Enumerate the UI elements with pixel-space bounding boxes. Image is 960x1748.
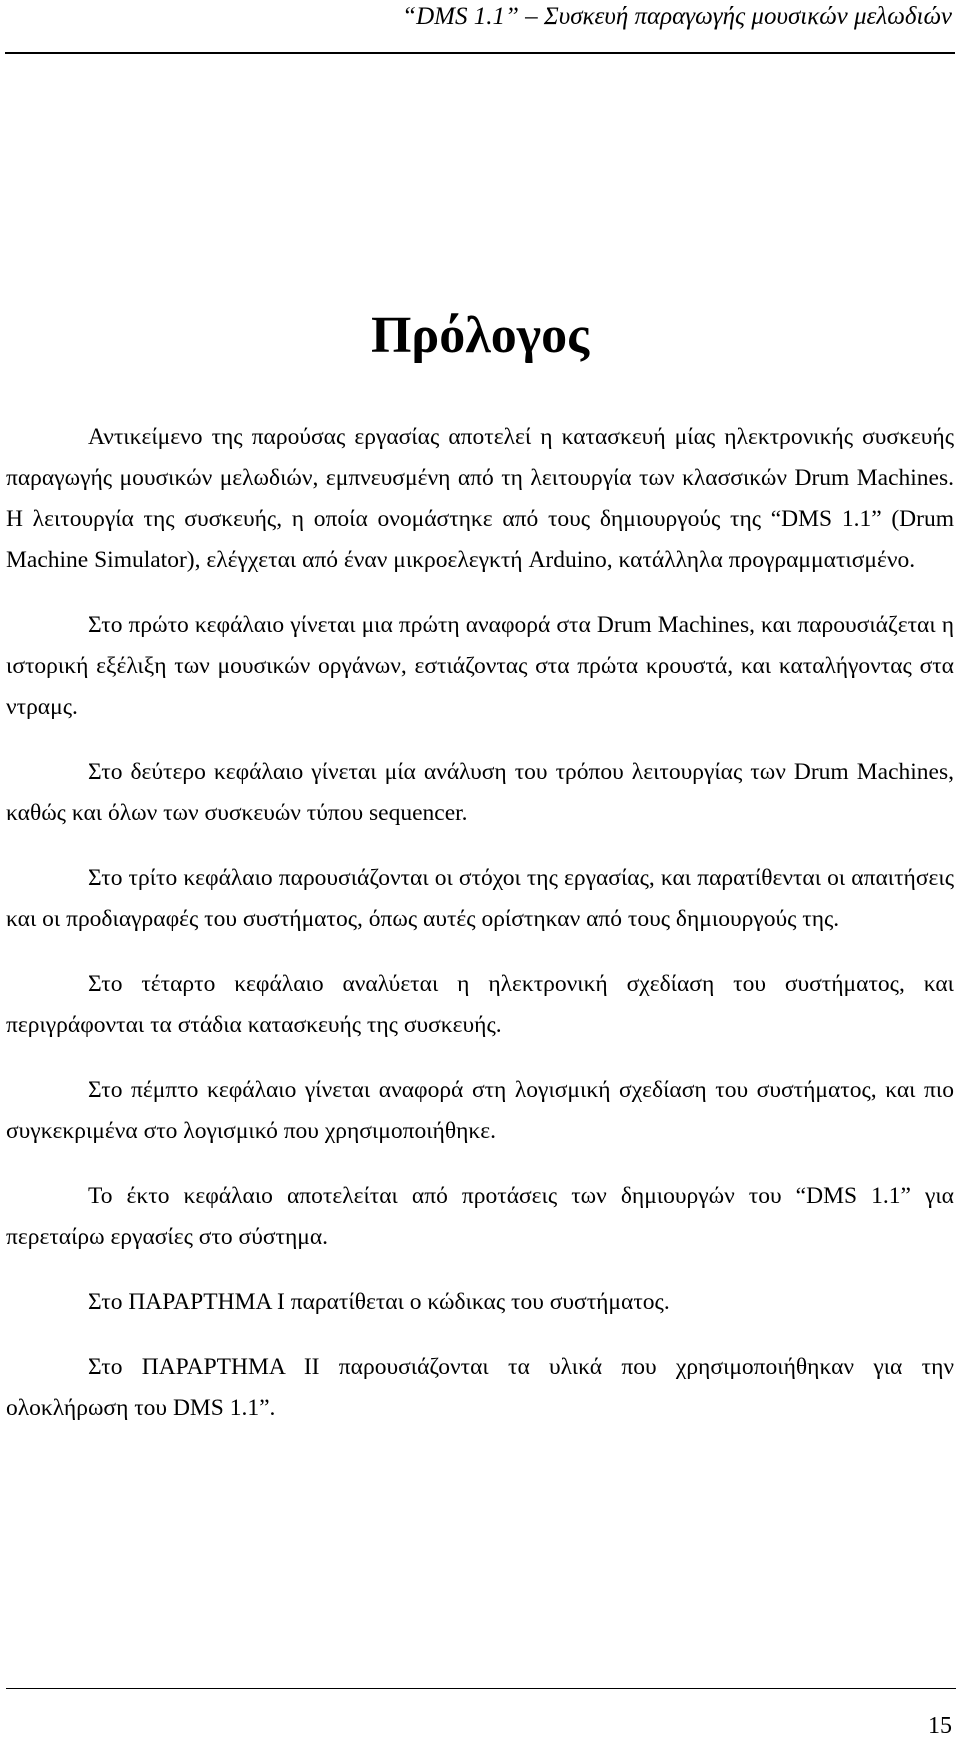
paragraph-appendix-2: Στο ΠΑΡΑΡΤΗΜΑ ΙΙ παρουσιάζονται τα υλικά που χρησιμοποιήθηκαν για την ολοκλήρωση του DMS 1.1”. bbox=[6, 1354, 954, 1421]
paragraph-chapter-3: Στο τρίτο κεφάλαιο παρουσιάζονται οι στόχοι της εργασίας, και παρατίθενται οι απαιτήσεις και οι προδιαγραφές του συστήματος, όπως αυτές ορίστηκαν από τους δημιουργούς της. bbox=[6, 865, 954, 932]
paragraph-chapter-2: Στο δεύτερο κεφάλαιο γίνεται μία ανάλυση του τρόπου λειτουργίας των Drum Machines, καθώς και όλων των συσκευών τύπου sequencer. bbox=[6, 759, 954, 826]
footer-rule bbox=[6, 1688, 956, 1689]
paragraph-chapter-1: Στο πρώτο κεφάλαιο γίνεται μια πρώτη αναφορά στα Drum Machines, και παρουσιάζεται η ιστορική εξέλιξη των μουσικών οργάνων, εστιάζοντας στα πρώτα κρουστά, και καταλήγοντας στα ντραμς. bbox=[6, 612, 954, 720]
page-number: 15 bbox=[928, 1713, 952, 1739]
running-header: “DMS 1.1” – Συσκευή παραγωγής μουσικών μελωδιών bbox=[402, 3, 952, 30]
paragraph-chapter-5: Στο πέμπτο κεφάλαιο γίνεται αναφορά στη λογισμική σχεδίαση του συστήματος, και πιο συγκεκριμένα στο λογισμικό που χρησιμοποιήθηκε. bbox=[6, 1077, 954, 1144]
page-title: Πρόλογος bbox=[370, 307, 590, 364]
body-text bbox=[6, 417, 954, 1429]
paragraph-chapter-6: Το έκτο κεφάλαιο αποτελείται από προτάσεις των δημιουργών του “DMS 1.1” για περεταίρω εργασίες στο σύστημα. bbox=[6, 1183, 954, 1250]
paragraph-appendix-1: Στο ΠΑΡΑΡΤΗΜΑ Ι παρατίθεται ο κώδικας του συστήματος. bbox=[88, 1289, 670, 1315]
paragraph-intro: Αντικείμενο της παρούσας εργασίας αποτελεί η κατασκευή μίας ηλεκτρονικής συσκευής παραγωγής μουσικών μελωδιών, εμπνευσμένη από τη λειτουργία των κλασσικών Drum Machines. Η λειτουργία της συσκευής, η οποία ονομάστηκε από τους δημιουργούς της “DMS 1.1” (Drum Machine Simulator), ελέγχεται από έναν μικροελεγκτή Arduino, κατάλληλα προγραμματισμένο. bbox=[6, 424, 954, 573]
paragraph-chapter-4: Στο τέταρτο κεφάλαιο αναλύεται η ηλεκτρονική σχεδίαση του συστήματος, και περιγράφονται τα στάδια κατασκευής της συσκευής. bbox=[6, 971, 954, 1038]
header-rule bbox=[5, 52, 955, 54]
